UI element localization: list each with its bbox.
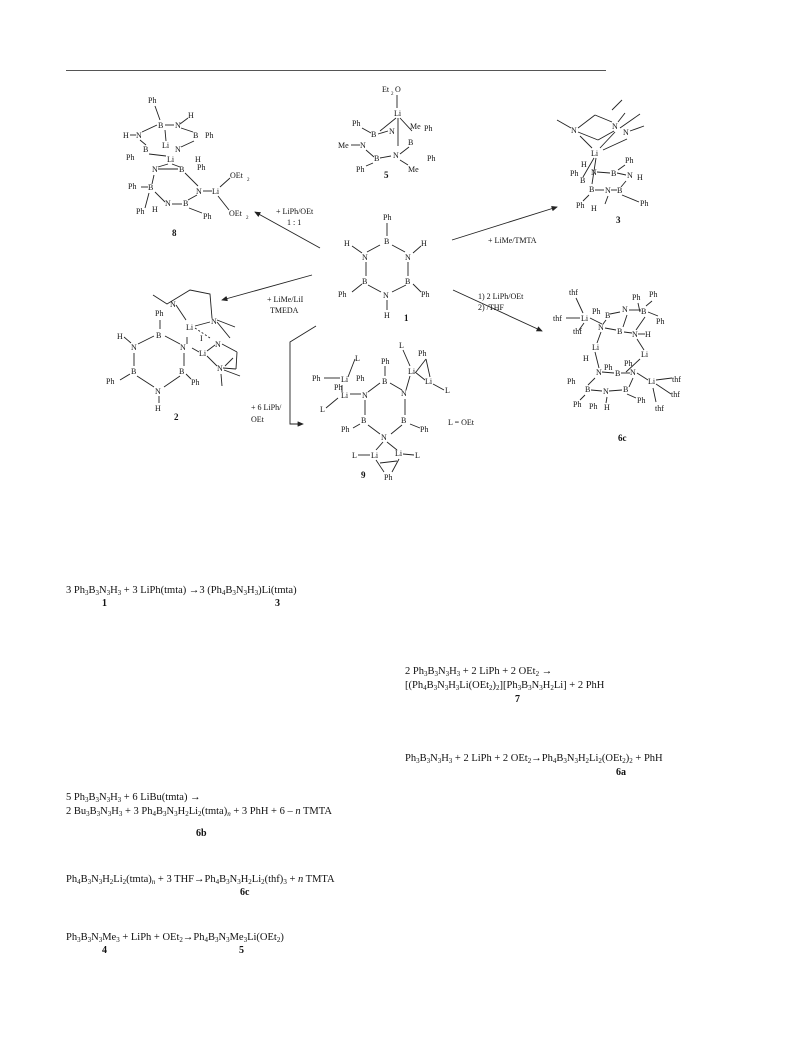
- svg-text:Ph: Ph: [632, 293, 641, 302]
- svg-text:Me: Me: [408, 165, 419, 174]
- reaction-scheme: [0, 0, 791, 500]
- svg-text:N: N: [170, 300, 176, 309]
- svg-text:Li: Li: [199, 349, 207, 358]
- svg-text:H: H: [384, 311, 390, 320]
- svg-text:N: N: [405, 253, 411, 262]
- arrow-to-8: [255, 207, 320, 248]
- equation-2: 2 $Ph_3B_3N_3H_3 + 2$ LiPh + 2 OEt$_2$ → [$(Ph_4B_3N_3H_3Li(OEt_2)_2][Ph_3B_3N_3H_2Li] + 2$ PhH 7: [405, 666, 605, 705]
- equation-1-label-b: 3: [275, 598, 280, 609]
- svg-text:B: B: [148, 183, 154, 192]
- svg-text:N: N: [630, 368, 636, 377]
- svg-text:B: B: [362, 277, 368, 286]
- svg-text:thf: thf: [672, 375, 681, 384]
- svg-text:O: O: [395, 85, 401, 94]
- arrow-to-6c-line1: 1) 2 LiPh/OEt: [478, 292, 524, 301]
- svg-text:B: B: [158, 121, 164, 130]
- compound-9: [312, 341, 475, 482]
- svg-text:Ph: Ph: [384, 473, 393, 482]
- svg-text:Ph: Ph: [197, 163, 206, 172]
- svg-text:Ph: Ph: [656, 317, 665, 326]
- arrow-to-9: [251, 326, 316, 424]
- equation-2-label: 7: [515, 694, 520, 705]
- svg-text:H: H: [344, 239, 350, 248]
- svg-text:N: N: [175, 121, 181, 130]
- svg-text:Ph: Ph: [338, 290, 347, 299]
- svg-text:2: 2: [247, 178, 250, 183]
- label-9: 9: [361, 470, 366, 480]
- svg-text:H: H: [604, 403, 610, 412]
- svg-text:Me: Me: [410, 122, 421, 131]
- arrow-to-2-line2: TMEDA: [270, 306, 299, 315]
- svg-text:Li: Li: [394, 109, 402, 118]
- svg-text:B: B: [179, 165, 185, 174]
- svg-text:H: H: [117, 332, 123, 341]
- svg-text:Ph: Ph: [148, 96, 157, 105]
- svg-text:H: H: [188, 111, 194, 120]
- equation-3-label: 6a: [616, 767, 626, 778]
- svg-text:Li: Li: [341, 375, 349, 384]
- svg-text:L: L: [415, 451, 420, 460]
- svg-text:H: H: [155, 404, 161, 413]
- svg-text:N: N: [165, 199, 171, 208]
- compound-1: [338, 213, 429, 323]
- arrow-to-8-line1: + LiPh/OEt: [276, 207, 314, 216]
- svg-text:L: L: [352, 451, 357, 460]
- svg-text:Ph: Ph: [203, 212, 212, 221]
- label-6c: 6c: [618, 433, 627, 443]
- svg-text:N: N: [136, 131, 142, 140]
- svg-text:Ph: Ph: [383, 213, 392, 222]
- svg-text:N: N: [598, 323, 604, 332]
- svg-text:B: B: [156, 331, 162, 340]
- svg-text:OEt: OEt: [229, 209, 242, 218]
- svg-text:B: B: [605, 311, 611, 320]
- svg-text:Ph: Ph: [381, 357, 390, 366]
- svg-text:B: B: [183, 199, 189, 208]
- svg-text:Ph: Ph: [424, 124, 433, 133]
- svg-text:Ph: Ph: [589, 402, 598, 411]
- svg-text:N: N: [175, 145, 181, 154]
- svg-text:N: N: [622, 305, 628, 314]
- svg-text:Ph: Ph: [649, 290, 658, 299]
- svg-text:Li: Li: [341, 391, 349, 400]
- svg-text:Ph: Ph: [625, 156, 634, 165]
- equation-1: 3 $Ph_3B_3N_3H_3 + 3$ LiPh(tmta) →3 $(Ph_4B_3N_3H_3)Li(tmta)$ 1 3: [66, 585, 297, 609]
- svg-text:Ph: Ph: [420, 425, 429, 434]
- svg-text:Li: Li: [395, 449, 403, 458]
- compound-3: [557, 100, 648, 225]
- arrow-to-9-line2: OEt: [251, 415, 264, 424]
- svg-text:N: N: [596, 368, 602, 377]
- svg-text:H: H: [195, 155, 201, 164]
- svg-text:N: N: [217, 364, 223, 373]
- svg-text:H: H: [152, 205, 158, 214]
- arrow-to-3-label: + LiMe/TMTA: [488, 236, 537, 245]
- svg-text:Ph: Ph: [427, 154, 436, 163]
- equation-4: 5 $Ph_3B_3N_3H_3 + 6$ LiBu(tmta) → 2 $Bu_3B_3N_3H_3 + 3$ $Ph_4B_3N_3H_2Li_2(tmta)_n + 3$ PhH + 6 – n TMTA 6b: [66, 792, 332, 839]
- svg-text:B: B: [580, 176, 586, 185]
- svg-text:2: 2: [246, 216, 249, 221]
- svg-text:Li: Li: [641, 350, 649, 359]
- arrow-to-6c-line2: 2) /THF: [478, 303, 504, 312]
- svg-text:thf: thf: [569, 288, 578, 297]
- equation-3: $Ph_3B_3N_3H_3 + 2$ LiPh + 2 $OEt_2\to Ph_4B_3N_3H_2Li_2(OEt_2)_2$ + PhH 6a: [405, 753, 663, 778]
- svg-text:H: H: [591, 204, 597, 213]
- svg-text:Ph: Ph: [637, 396, 646, 405]
- svg-text:Ph: Ph: [624, 359, 633, 368]
- svg-text:B: B: [193, 131, 199, 140]
- svg-text:N: N: [383, 291, 389, 300]
- svg-text:Ph: Ph: [640, 199, 649, 208]
- svg-text:Ph: Ph: [341, 425, 350, 434]
- svg-text:Li: Li: [371, 451, 379, 460]
- svg-text:N: N: [623, 128, 629, 137]
- svg-text:Li: Li: [648, 377, 656, 386]
- svg-text:Ph: Ph: [128, 182, 137, 191]
- svg-text:N: N: [215, 340, 221, 349]
- svg-text:B: B: [408, 138, 414, 147]
- equation-6: $Ph_3B_3N_3Me_3$ + LiPh + $OEt_2\to Ph_4B_3N_3Me_3Li(OEt_2)$ 4 5: [66, 932, 284, 956]
- svg-text:N: N: [155, 387, 161, 396]
- svg-text:L: L: [355, 354, 360, 363]
- svg-text:2: 2: [391, 92, 394, 97]
- svg-text:B: B: [401, 416, 407, 425]
- svg-text:L: L: [320, 405, 325, 414]
- svg-text:Ph: Ph: [356, 374, 365, 383]
- svg-text:H: H: [421, 239, 427, 248]
- svg-text:N: N: [603, 387, 609, 396]
- svg-text:N: N: [152, 165, 158, 174]
- svg-text:B: B: [589, 185, 595, 194]
- svg-text:Ph: Ph: [191, 378, 200, 387]
- svg-text:N: N: [360, 141, 366, 150]
- svg-text:N: N: [591, 168, 597, 177]
- compound-5: [338, 85, 435, 180]
- svg-text:Li: Li: [212, 187, 220, 196]
- svg-text:thf: thf: [655, 404, 664, 413]
- compound-6c: [553, 288, 681, 443]
- legend-9: L = OEt: [448, 418, 474, 427]
- svg-text:N: N: [131, 343, 137, 352]
- svg-text:N: N: [362, 253, 368, 262]
- label-8: 8: [172, 228, 177, 238]
- equation-6-label-b: 5: [239, 945, 244, 956]
- svg-text:N: N: [180, 343, 186, 352]
- arrow-to-9-line1: + 6 LiPh/: [251, 403, 282, 412]
- svg-text:Ph: Ph: [418, 349, 427, 358]
- svg-text:N: N: [632, 330, 638, 339]
- svg-text:B: B: [131, 367, 137, 376]
- svg-text:Li: Li: [408, 367, 416, 376]
- svg-text:N: N: [605, 186, 611, 195]
- svg-text:Ph: Ph: [573, 400, 582, 409]
- arrow-to-6c: [453, 290, 542, 331]
- svg-text:thf: thf: [671, 390, 680, 399]
- label-5: 5: [384, 170, 389, 180]
- svg-text:N: N: [627, 171, 633, 180]
- svg-text:L: L: [445, 386, 450, 395]
- arrow-to-2: [222, 275, 312, 315]
- svg-text:Ph: Ph: [352, 119, 361, 128]
- svg-text:N: N: [571, 126, 577, 135]
- svg-text:thf: thf: [573, 327, 582, 336]
- arrow-to-8-line2: 1 : 1: [287, 218, 302, 227]
- svg-text:Ph: Ph: [570, 169, 579, 178]
- svg-text:Et: Et: [382, 85, 390, 94]
- svg-text:N: N: [196, 187, 202, 196]
- svg-text:N: N: [381, 433, 387, 442]
- equation-1-label-a: 1: [102, 598, 107, 609]
- arrow-to-2-line1: + LiMe/LiI: [267, 295, 304, 304]
- svg-text:L: L: [399, 341, 404, 350]
- svg-text:B: B: [371, 130, 377, 139]
- svg-text:B: B: [361, 416, 367, 425]
- svg-text:thf: thf: [553, 314, 562, 323]
- svg-text:Ph: Ph: [312, 374, 321, 383]
- svg-text:B: B: [617, 327, 623, 336]
- label-3: 3: [616, 215, 621, 225]
- arrow-to-3: [452, 207, 557, 245]
- compound-2: [106, 290, 240, 422]
- svg-text:Me: Me: [338, 141, 349, 150]
- compound-8: [123, 96, 250, 238]
- equation-5-label: 6c: [240, 887, 250, 898]
- svg-text:OEt: OEt: [230, 171, 243, 180]
- svg-text:B: B: [143, 145, 149, 154]
- svg-text:B: B: [585, 385, 591, 394]
- equation-4-label: 6b: [196, 828, 207, 839]
- svg-text:H: H: [581, 160, 587, 169]
- label-1: 1: [404, 313, 409, 323]
- svg-text:Ph: Ph: [155, 309, 164, 318]
- equation-5: $Ph_4B_3N_3H_2Li_2(tmta)_n + 3$ $THF\to Ph_4B_3N_3H_2Li_2(thf)_3 + n$ TMTA 6c: [66, 874, 335, 898]
- svg-text:Ph: Ph: [592, 307, 601, 316]
- svg-text:Ph: Ph: [567, 377, 576, 386]
- svg-text:Li: Li: [581, 314, 589, 323]
- svg-text:Ph: Ph: [421, 290, 430, 299]
- svg-text:H: H: [583, 354, 589, 363]
- svg-text:Ph: Ph: [136, 207, 145, 216]
- svg-text:H: H: [645, 330, 651, 339]
- svg-text:Ph: Ph: [334, 383, 343, 392]
- label-2: 2: [174, 412, 179, 422]
- svg-text:B: B: [615, 369, 621, 378]
- svg-text:I: I: [200, 334, 203, 343]
- svg-text:B: B: [611, 169, 617, 178]
- svg-text:B: B: [382, 377, 388, 386]
- svg-text:B: B: [384, 237, 390, 246]
- svg-text:Ph: Ph: [106, 377, 115, 386]
- svg-text:B: B: [179, 367, 185, 376]
- svg-text:N: N: [362, 391, 368, 400]
- svg-text:Ph: Ph: [205, 131, 214, 140]
- svg-text:Li: Li: [167, 155, 175, 164]
- svg-text:Ph: Ph: [576, 201, 585, 210]
- svg-text:Li: Li: [591, 149, 599, 158]
- svg-text:N: N: [393, 151, 399, 160]
- svg-text:N: N: [612, 122, 618, 131]
- svg-text:Li: Li: [425, 377, 433, 386]
- svg-text:Ph: Ph: [126, 153, 135, 162]
- svg-text:B: B: [374, 154, 380, 163]
- svg-text:Li: Li: [162, 141, 170, 150]
- svg-text:Li: Li: [186, 323, 194, 332]
- svg-text:N: N: [211, 317, 217, 326]
- svg-text:B: B: [617, 186, 623, 195]
- svg-text:B: B: [641, 307, 647, 316]
- svg-text:H: H: [123, 131, 129, 140]
- svg-text:B: B: [405, 277, 411, 286]
- svg-text:Ph: Ph: [604, 363, 613, 372]
- svg-text:Li: Li: [592, 343, 600, 352]
- equation-6-label-a: 4: [102, 945, 107, 956]
- svg-text:Ph: Ph: [356, 165, 365, 174]
- svg-text:N: N: [389, 127, 395, 136]
- svg-text:N: N: [401, 389, 407, 398]
- svg-text:H: H: [637, 173, 643, 182]
- svg-text:B: B: [623, 385, 629, 394]
